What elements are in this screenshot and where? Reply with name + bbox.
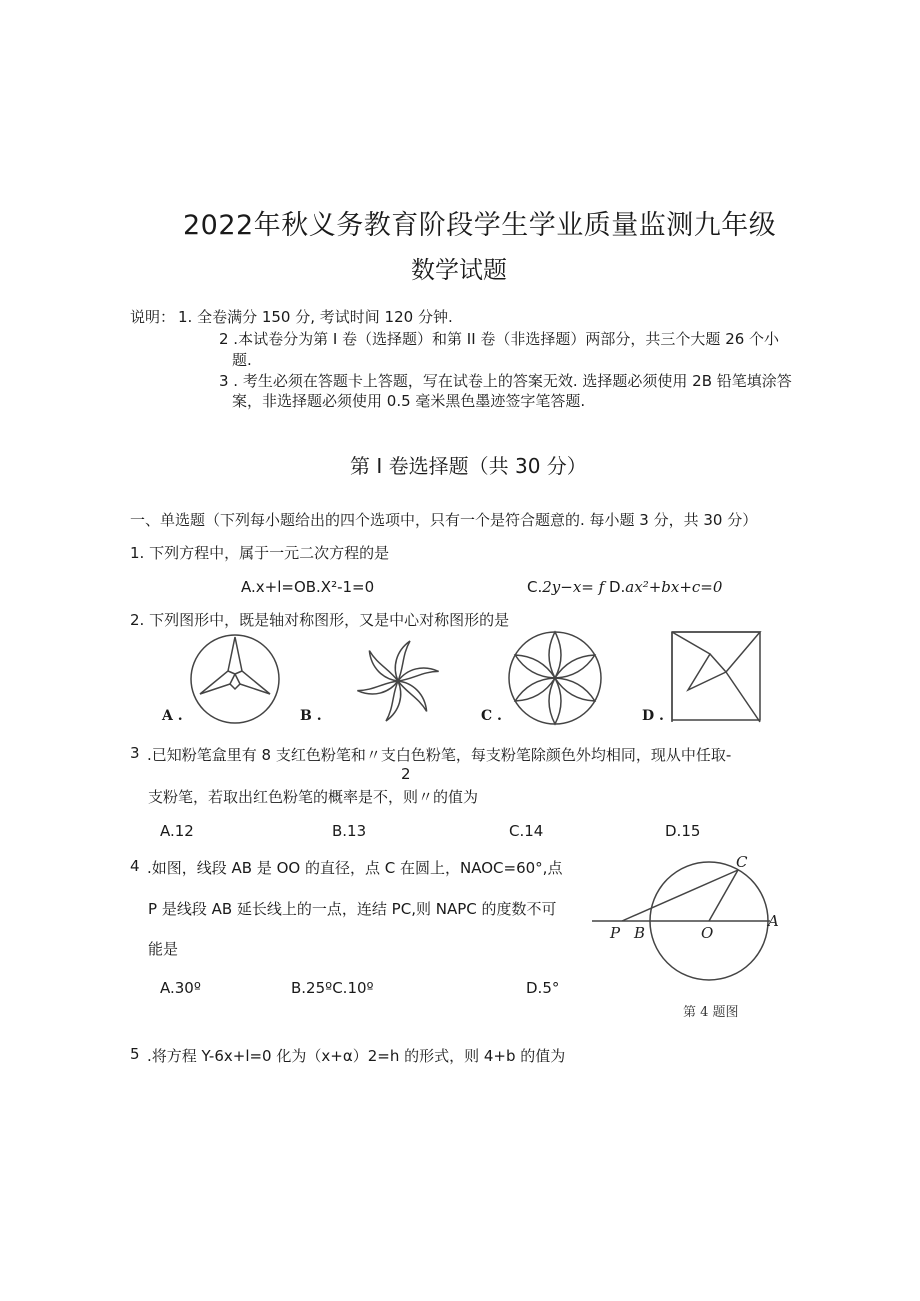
q1-option-d-prefix: D. <box>608 578 626 596</box>
note-1: 1. 全卷满分 150 分, 考试时间 120 分钟. <box>178 308 453 326</box>
q1-options-ab: A.x+l=OB.X²-1=0 <box>241 578 375 596</box>
q4-options-bc: B.25ºC.10º <box>291 979 374 997</box>
q2-stem: 2. 下列图形中，既是轴对称图形，又是中心对称图形的是 <box>130 611 510 629</box>
page-title: 2022年秋义务教育阶段学生学业质量监测九年级 <box>183 210 777 241</box>
q4-option-a: A.30º <box>160 979 201 997</box>
q3-line2: 支粉笔，若取出红色粉笔的概率是不，则〃的值为 <box>148 788 479 806</box>
q2-figure-c <box>506 630 604 726</box>
q5-number: 5 <box>130 1045 140 1063</box>
notes-lead: 说明： <box>130 308 176 326</box>
q2-label-b: B . <box>300 708 322 724</box>
q4-point-p: P <box>610 924 621 942</box>
q3-option-a: A.12 <box>160 822 194 840</box>
q4-point-o: O <box>701 924 714 942</box>
q4-figure <box>590 850 790 1000</box>
q3-fraction-numerator: 2 <box>401 765 411 783</box>
q2-figure-a <box>188 634 282 724</box>
q2-label-a: A . <box>162 708 183 724</box>
q2-figure-d <box>670 630 762 724</box>
q3-option-c: C.14 <box>509 822 544 840</box>
q4-line2: P 是线段 AB 延长线上的一点，连结 PC,则 NAPC 的度数不可 <box>148 900 557 918</box>
q4-option-d: D.5° <box>526 979 560 997</box>
q2-label-d: D . <box>642 708 664 724</box>
note-3-line2: 案，非选择题必须使用 0.5 毫米黑色墨迹签字笔答题. <box>232 392 586 410</box>
note-2-line1: 2 .本试卷分为第 I 卷（选择题）和第 II 卷（非选择题）两部分，共三个大题 26 个小 <box>219 330 780 348</box>
q3-option-d: D.15 <box>665 822 701 840</box>
q2-figure-b <box>352 636 444 726</box>
q4-point-b: B <box>634 924 646 942</box>
q4-figure-caption: 第 4 题图 <box>683 1005 739 1020</box>
q5-text: .将方程 Y-6x+l=0 化为（x+α）2=h 的形式，则 4+b 的值为 <box>147 1047 566 1065</box>
q3-line1: .已知粉笔盒里有 8 支红色粉笔和〃支白色粉笔，每支粉笔除颜色外均相同，现从中任取- <box>147 746 732 764</box>
q1-option-d-expr: ax²+bx+c=0 <box>625 578 723 596</box>
q4-line1: .如图，线段 AB 是 OO 的直径，点 C 在圆上，NAOC=60°,点 <box>147 859 563 877</box>
q4-line3: 能是 <box>148 940 179 958</box>
q1-option-c <box>527 578 722 596</box>
q2-label-c: C . <box>481 708 502 724</box>
section-title: 第 I 卷选择题（共 30 分） <box>350 454 587 478</box>
q1-stem: 1. 下列方程中，属于一元二次方程的是 <box>130 544 390 562</box>
q4-point-a: A <box>768 912 779 930</box>
note-2-line2: 题. <box>232 351 252 369</box>
q1-option-c-prefix: C. <box>527 578 543 596</box>
page-subtitle: 数学试题 <box>411 256 507 284</box>
q3-option-b: B.13 <box>332 822 367 840</box>
q4-number: 4 <box>130 857 140 875</box>
q4-point-c: C <box>736 853 748 871</box>
q3-number: 3 <box>130 744 140 762</box>
q1-option-c-expr: 2y−x= f <box>542 578 605 596</box>
section-intro: 一、单选题（下列每小题给出的四个选项中，只有一个是符合题意的. 每小题 3 分，共 30 分） <box>130 511 758 529</box>
note-3-line1: 3 . 考生必须在答题卡上答题，写在试卷上的答案无效. 选择题必须使用 2B 铅笔填涂答 <box>219 372 792 390</box>
